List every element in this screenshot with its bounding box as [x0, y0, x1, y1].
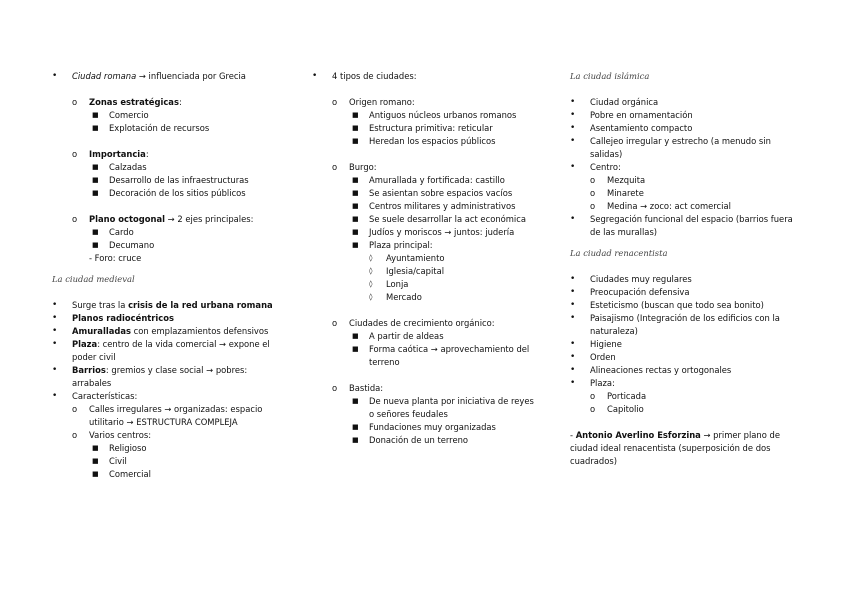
list-item: ■ Explotación de recursos — [92, 123, 210, 133]
square-bullet-icon: ■ — [352, 436, 359, 444]
list-item: • 4 tipos de ciudades: — [312, 71, 417, 81]
list-item: ■ De nueva planta por iniciativa de reyes — [352, 396, 534, 406]
circle-bullet-icon: o — [332, 318, 338, 328]
square-bullet-icon: ■ — [352, 124, 359, 132]
bullet-icon: • — [52, 339, 58, 349]
square-bullet-icon: ■ — [92, 228, 99, 236]
circle-bullet-icon: o — [72, 430, 78, 440]
list-item: o Calles irregulares → organizadas: espacio — [72, 404, 263, 414]
diamond-bullet-icon: ◊ — [369, 293, 373, 301]
list-item: o Medina → zoco: act comercial — [590, 201, 731, 211]
square-bullet-icon: ■ — [352, 111, 359, 119]
circle-bullet-icon: o — [590, 391, 596, 401]
list-item: ■ Fundaciones muy organizadas — [352, 422, 496, 432]
list-item: o Zonas estratégicas: — [72, 97, 182, 107]
square-bullet-icon: ■ — [92, 176, 99, 184]
list-item: • Plaza: — [570, 378, 615, 388]
list-item: o Capitolio — [590, 404, 644, 414]
square-bullet-icon: ■ — [352, 345, 359, 353]
list-item: • Amuralladas con emplazamientos defensivos — [52, 326, 269, 336]
list-item: o Importancia: — [72, 149, 149, 159]
list-item: o Porticada — [590, 391, 647, 401]
square-bullet-icon: ■ — [92, 470, 99, 478]
circle-bullet-icon: o — [590, 404, 596, 414]
list-item: • Asentamiento compacto — [570, 123, 693, 133]
list-item-continuation: salidas) — [590, 149, 623, 159]
list-item: o Bastida: — [332, 383, 384, 393]
bullet-icon: • — [52, 300, 58, 310]
list-item: • Planos radiocéntricos — [52, 313, 174, 323]
list-item: ■ Cardo — [92, 227, 134, 237]
list-item: • Higiene — [570, 339, 622, 349]
circle-bullet-icon: o — [590, 188, 596, 198]
square-bullet-icon: ■ — [352, 189, 359, 197]
diamond-bullet-icon: ◊ — [369, 267, 373, 275]
list-item: o Minarete — [590, 188, 644, 198]
square-bullet-icon: ■ — [352, 176, 359, 184]
list-item: • Preocupación defensiva — [570, 287, 690, 297]
list-item: ◊ Mercado — [369, 292, 422, 302]
list-item: o Burgo: — [332, 162, 377, 172]
section-heading: La ciudad medieval — [52, 274, 135, 284]
list-item: ◊ Iglesia/capital — [369, 266, 445, 276]
list-item: ■ Calzadas — [92, 162, 147, 172]
bullet-icon: • — [570, 162, 576, 172]
list-item: ■ Centros militares y administrativos — [352, 201, 516, 211]
list-item-continuation: arrabales — [72, 378, 112, 388]
list-item: ■ Se asientan sobre espacios vacíos — [352, 188, 513, 198]
list-item-continuation: naturaleza) — [590, 326, 638, 336]
list-item: • Orden — [570, 352, 616, 362]
bullet-icon: • — [570, 123, 576, 133]
list-item: ■ Comercial — [92, 469, 151, 479]
square-bullet-icon: ■ — [352, 241, 359, 249]
list-item: o Varios centros: — [72, 430, 152, 440]
column-2 — [312, 70, 542, 447]
bullet-icon: • — [52, 313, 58, 323]
list-item: • Ciudad romana → influenciada por Grecia — [52, 71, 246, 81]
bullet-icon: • — [570, 97, 576, 107]
circle-bullet-icon: o — [590, 175, 596, 185]
circle-bullet-icon: o — [72, 149, 78, 159]
bullet-icon: • — [570, 136, 576, 146]
list-item: • Surge tras la crisis de la red urbana romana — [52, 300, 273, 310]
square-bullet-icon: ■ — [92, 124, 99, 132]
square-bullet-icon: ■ — [92, 189, 99, 197]
bullet-icon: • — [52, 326, 58, 336]
list-item: ■ Civil — [92, 456, 127, 466]
bullet-icon: • — [570, 214, 576, 224]
square-bullet-icon: ■ — [352, 332, 359, 340]
circle-bullet-icon: o — [332, 383, 338, 393]
list-item: o Ciudades de crecimiento orgánico: — [332, 318, 495, 328]
square-bullet-icon: ■ — [352, 397, 359, 405]
circle-bullet-icon: o — [72, 97, 78, 107]
paragraph-continuation: cuadrados) — [570, 456, 618, 466]
list-item: ■ Religioso — [92, 443, 147, 453]
column-3 — [570, 70, 800, 468]
list-item-continuation: de las murallas) — [590, 227, 658, 237]
list-item: • Centro: — [570, 162, 621, 172]
square-bullet-icon: ■ — [352, 137, 359, 145]
bullet-icon: • — [570, 339, 576, 349]
list-item-continuation: poder civil — [72, 352, 116, 362]
square-bullet-icon: ■ — [352, 423, 359, 431]
list-item-continuation: utilitario → ESTRUCTURA COMPLEJA — [89, 417, 238, 427]
list-item: ■ Heredan los espacios públicos — [352, 136, 496, 146]
list-item: • Esteticismo (buscan que todo sea bonito) — [570, 300, 764, 310]
bullet-icon: • — [570, 365, 576, 375]
diamond-bullet-icon: ◊ — [369, 280, 373, 288]
circle-bullet-icon: o — [72, 404, 78, 414]
bullet-icon: • — [570, 274, 576, 284]
list-item: ■ Decumano — [92, 240, 155, 250]
list-item: ■ A partir de aldeas — [352, 331, 444, 341]
list-item: ■ Comercio — [92, 110, 149, 120]
paragraph-continuation: ciudad ideal renacentista (superposición de dos — [570, 443, 771, 453]
bullet-icon: • — [570, 300, 576, 310]
list-item: ■ Forma caótica → aprovechamiento del — [352, 344, 530, 354]
list-item: ■ Estructura primitiva: reticular — [352, 123, 493, 133]
square-bullet-icon: ■ — [92, 111, 99, 119]
square-bullet-icon: ■ — [92, 444, 99, 452]
list-item: - Foro: cruce — [89, 253, 142, 263]
square-bullet-icon: ■ — [92, 241, 99, 249]
list-item: ■ Plaza principal: — [352, 240, 433, 250]
bullet-icon: • — [570, 352, 576, 362]
square-bullet-icon: ■ — [92, 457, 99, 465]
square-bullet-icon: ■ — [352, 215, 359, 223]
list-item: ■ Antiguos núcleos urbanos romanos — [352, 110, 517, 120]
list-item-continuation: o señores feudales — [369, 409, 448, 419]
list-item: • Plaza: centro de la vida comercial → expone el — [52, 339, 270, 349]
list-item: ■ Donación de un terreno — [352, 435, 469, 445]
list-item-continuation: terreno — [369, 357, 400, 367]
list-item: • Barrios: gremios y clase social → pobres: — [52, 365, 248, 375]
list-item: • Paisajismo (Integración de los edificios con la — [570, 313, 780, 323]
bullet-icon: • — [52, 365, 58, 375]
list-item: o Origen romano: — [332, 97, 415, 107]
circle-bullet-icon: o — [332, 97, 338, 107]
list-item: ■ Decoración de los sitios públicos — [92, 188, 246, 198]
bullet-icon: • — [570, 378, 576, 388]
column-1 — [52, 70, 282, 481]
list-item: ◊ Ayuntamiento — [369, 253, 445, 263]
square-bullet-icon: ■ — [352, 228, 359, 236]
list-item: • Pobre en ornamentación — [570, 110, 693, 120]
list-item: ◊ Lonja — [369, 279, 409, 289]
list-item: ■ Judíos y moriscos → juntos: judería — [352, 227, 515, 237]
section-heading: La ciudad renacentista — [570, 248, 668, 258]
bullet-icon: • — [570, 110, 576, 120]
list-item: ■ Desarrollo de las infraestructuras — [92, 175, 249, 185]
bullet-icon: • — [570, 287, 576, 297]
square-bullet-icon: ■ — [352, 202, 359, 210]
list-item: • Ciudades muy regulares — [570, 274, 692, 284]
bullet-icon: • — [52, 391, 58, 401]
diamond-bullet-icon: ◊ — [369, 254, 373, 262]
list-item: • Callejeo irregular y estrecho (a menudo sin — [570, 136, 771, 146]
square-bullet-icon: ■ — [92, 163, 99, 171]
list-item: o Mezquita — [590, 175, 646, 185]
list-item: o Plano octogonal → 2 ejes principales: — [72, 214, 254, 224]
paragraph: - Antonio Averlino Esforzina → primer plano de — [570, 430, 780, 440]
circle-bullet-icon: o — [72, 214, 78, 224]
list-item: • Ciudad orgánica — [570, 97, 659, 107]
list-item: • Segregación funcional del espacio (barrios fuera — [570, 214, 793, 224]
list-item: • Alineaciones rectas y ortogonales — [570, 365, 732, 375]
list-item: ■ Se suele desarrollar la act económica — [352, 214, 526, 224]
bullet-icon: • — [52, 71, 58, 81]
circle-bullet-icon: o — [332, 162, 338, 172]
list-item: • Características: — [52, 391, 138, 401]
list-item: ■ Amurallada y fortificada: castillo — [352, 175, 505, 185]
bullet-icon: • — [312, 71, 318, 81]
circle-bullet-icon: o — [590, 201, 596, 211]
bullet-icon: • — [570, 313, 576, 323]
section-heading: La ciudad islámica — [570, 71, 650, 81]
